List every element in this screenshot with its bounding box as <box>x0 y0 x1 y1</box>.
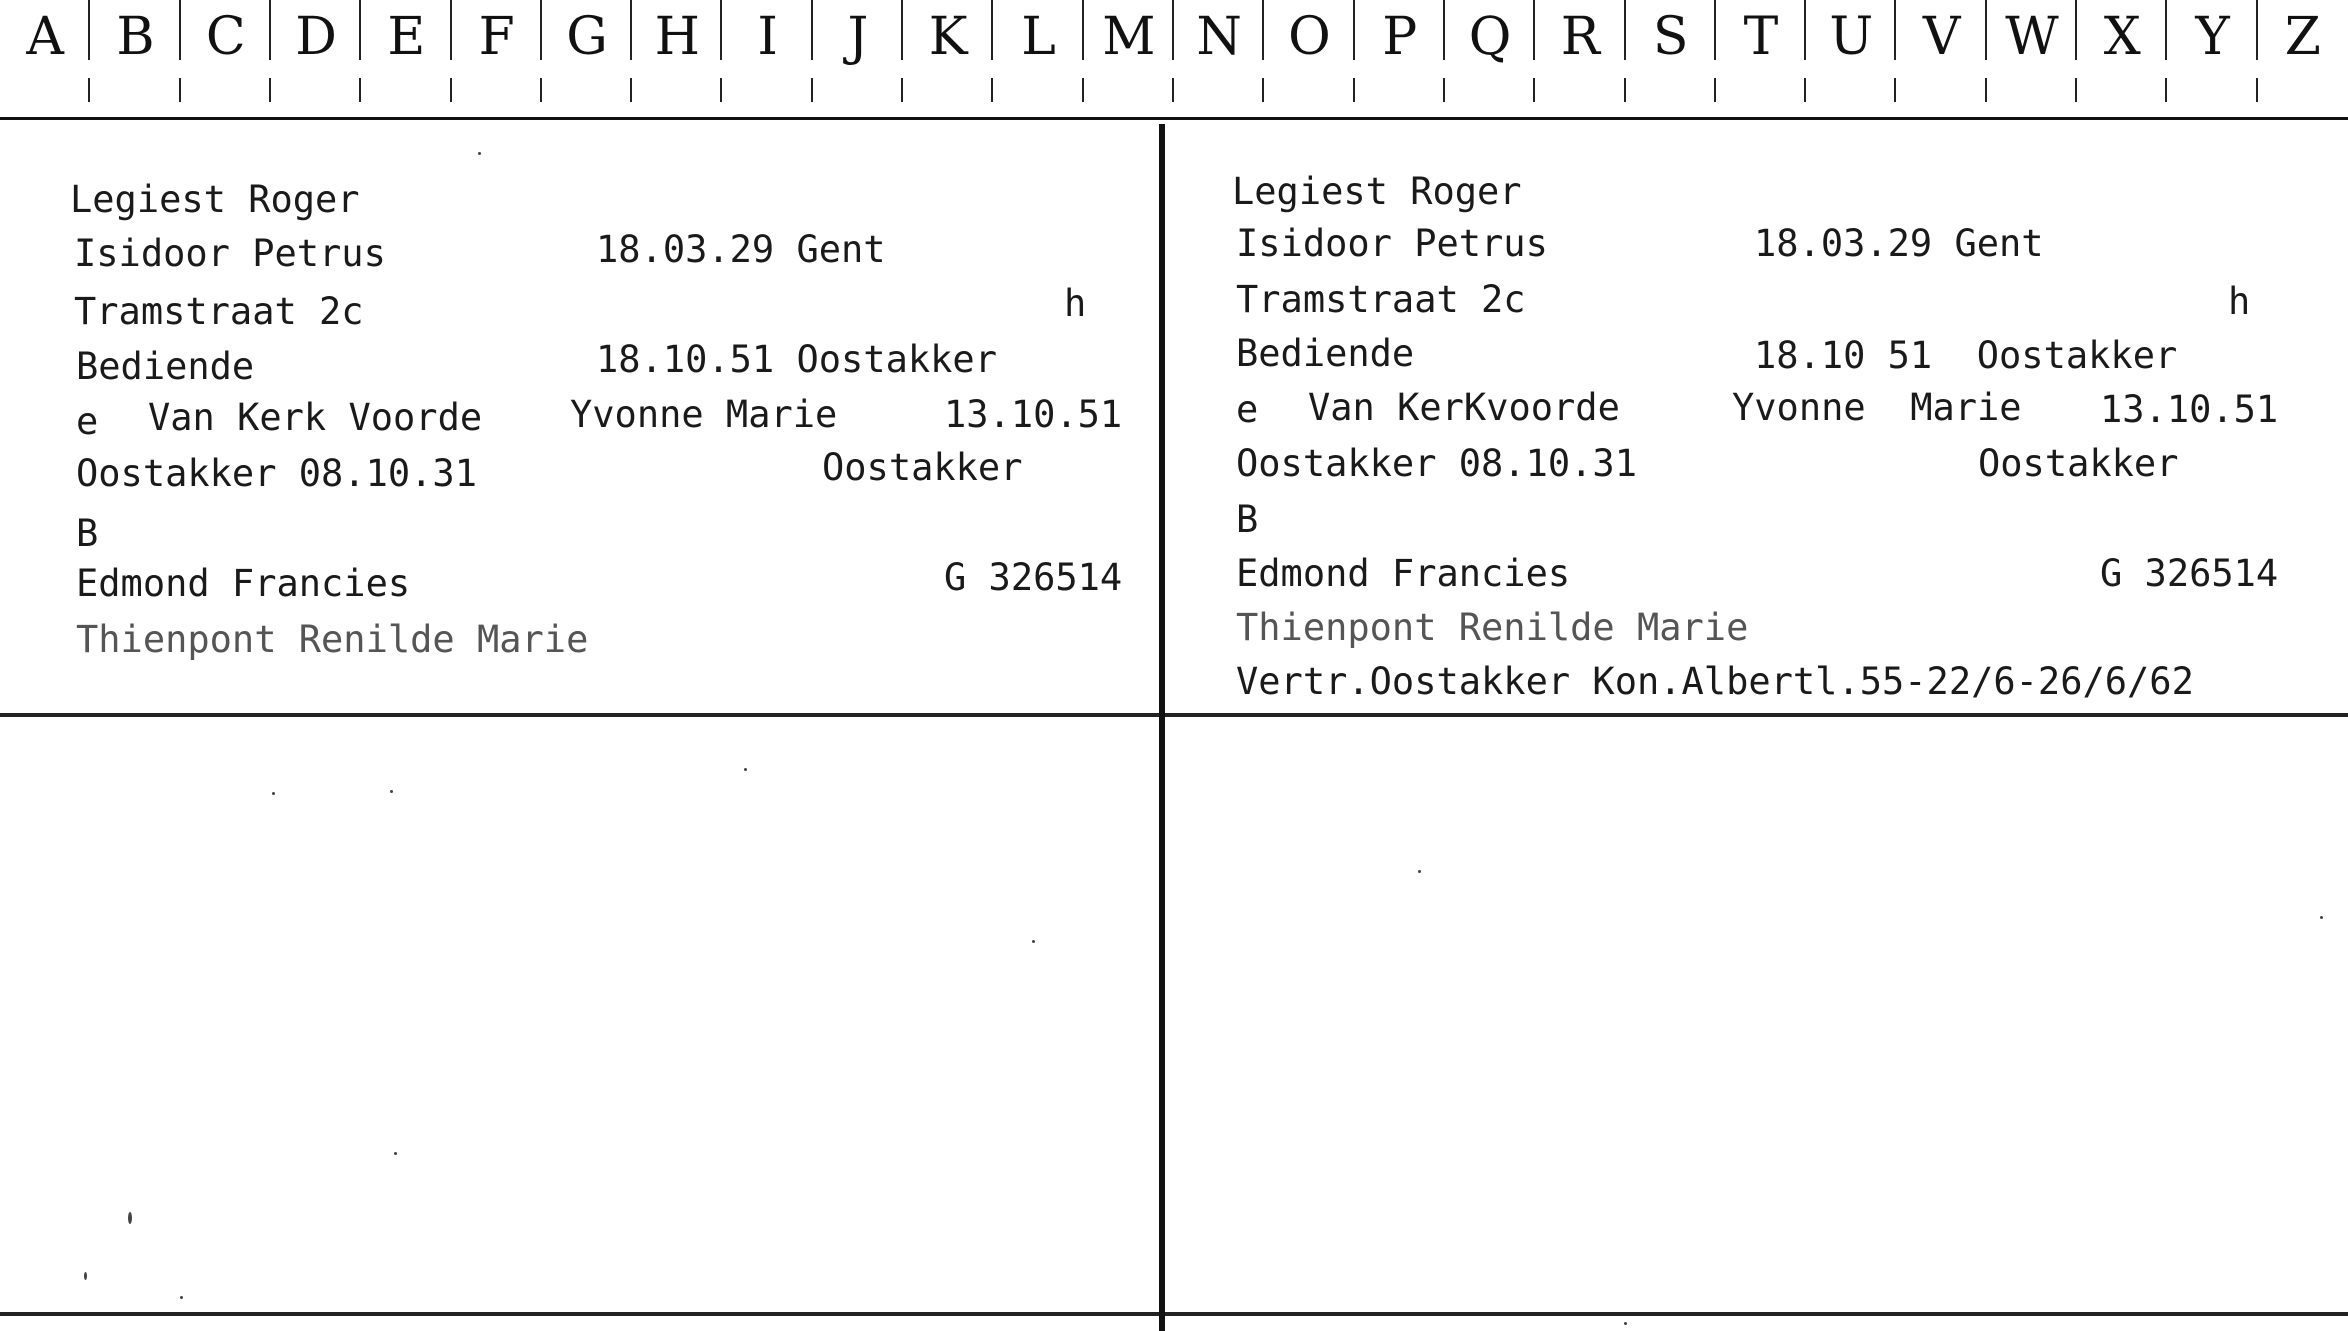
right-name: Legiest Roger <box>1232 170 1522 213</box>
left-place-2: Oostakker <box>822 446 1023 489</box>
scan-speck <box>272 792 275 795</box>
left-card <box>0 0 1159 713</box>
alphabet-letter-label: V <box>1922 7 1961 67</box>
right-number: G 326514 <box>2100 552 2279 595</box>
right-spouse-surname: Van KerKvoorde <box>1308 386 1620 429</box>
alphabet-letter-label: I <box>757 7 778 67</box>
alphabet-letter-label: P <box>1382 7 1418 67</box>
scan-speck <box>744 768 747 771</box>
scan-speck <box>394 1152 397 1155</box>
alphabet-letter-label: G <box>566 7 608 67</box>
right-occupation: Bediende <box>1236 332 1415 375</box>
right-occupation-date: 18.10 51 Oostakker <box>1754 334 2178 377</box>
alphabet-letter-label: Q <box>1468 7 1512 67</box>
card-divider-right-1 <box>1165 713 2348 717</box>
scan-speck <box>128 1212 132 1224</box>
right-father: Edmond Francies <box>1236 552 1571 595</box>
right-place-2: Oostakker <box>1978 442 2179 485</box>
right-letter: B <box>1236 498 1259 541</box>
scan-speck <box>390 790 393 793</box>
alphabet-letter-label: S <box>1652 7 1689 67</box>
alphabet-letter-label: T <box>1743 7 1779 67</box>
right-spouse-given: Yvonne Marie <box>1732 386 2022 429</box>
left-birth: 18.03.29 Gent <box>596 228 886 271</box>
alphabet-letter-label: Z <box>2284 7 2321 67</box>
right-card <box>1165 0 2348 713</box>
right-spouse-prefix: e <box>1236 388 1259 431</box>
left-spouse-date: 13.10.51 <box>944 393 1123 436</box>
left-letter: B <box>76 512 99 555</box>
right-mother: Thienpont Renilde Marie <box>1236 606 1749 649</box>
left-occupation-date: 18.10.51 Oostakker <box>596 338 997 381</box>
alphabet-letter-label: H <box>654 7 700 67</box>
alphabet-letter-label: W <box>2005 7 2059 67</box>
alphabet-letter-label: L <box>1021 7 1056 67</box>
left-occupation: Bediende <box>76 345 255 388</box>
scan-speck <box>1418 870 1421 873</box>
left-marriage-place: Oostakker 08.10.31 <box>76 452 477 495</box>
alphabet-letter-label: J <box>847 7 869 67</box>
scan-speck <box>478 152 481 155</box>
scan-speck <box>84 1272 87 1280</box>
alphabet-letter-label: U <box>1829 7 1874 67</box>
card-divider-left-1 <box>0 713 1159 717</box>
right-marriage-place: Oostakker 08.10.31 <box>1236 442 1637 485</box>
right-departure: Vertr.Oostakker Kon.Albertl.55-22/6-26/6/62 <box>1236 660 2194 703</box>
left-spouse-surname: Van Kerk Voorde <box>148 396 483 439</box>
right-spouse-date: 13.10.51 <box>2100 388 2279 431</box>
alphabet-letter-label: O <box>1288 7 1331 67</box>
card-divider-right-2 <box>1165 1312 2348 1316</box>
left-address: Tramstraat 2c <box>74 290 364 333</box>
alphabet-letter-label: Y <box>2195 7 2230 67</box>
alphabet-letter-label: K <box>928 7 968 67</box>
left-mother: Thienpont Renilde Marie <box>76 618 589 661</box>
left-number: G 326514 <box>944 556 1123 599</box>
alphabet-letter-label: R <box>1560 7 1600 67</box>
card-divider-left-2 <box>0 1312 1159 1316</box>
alphabet-letter-label: B <box>116 7 155 67</box>
right-given-names: Isidoor Petrus <box>1236 222 1548 265</box>
left-name: Legiest Roger <box>70 178 360 221</box>
alphabet-letter-label: D <box>295 7 337 67</box>
alphabet-letter-label: N <box>1196 7 1242 67</box>
right-address: Tramstraat 2c <box>1236 278 1526 321</box>
alphabet-letter-label: A <box>26 7 64 67</box>
alphabet-letter-label: M <box>1102 7 1156 67</box>
scan-speck <box>180 1296 183 1299</box>
left-spouse-prefix: e <box>76 400 99 443</box>
left-mark: h <box>1064 282 1087 325</box>
scan-speck <box>1032 940 1035 943</box>
left-given-names: Isidoor Petrus <box>74 232 386 275</box>
alphabet-letter-label: X <box>2103 7 2141 67</box>
alphabet-letter-label: E <box>387 7 426 67</box>
left-spouse-given: Yvonne Marie <box>570 393 838 436</box>
alphabet-letter-label: F <box>478 7 515 67</box>
alphabet-letter-label: C <box>205 7 246 67</box>
right-birth: 18.03.29 Gent <box>1754 222 2044 265</box>
scan-speck <box>1624 1322 1627 1325</box>
right-mark: h <box>2228 280 2251 323</box>
scan-speck <box>2320 916 2323 919</box>
left-father: Edmond Francies <box>76 562 411 605</box>
